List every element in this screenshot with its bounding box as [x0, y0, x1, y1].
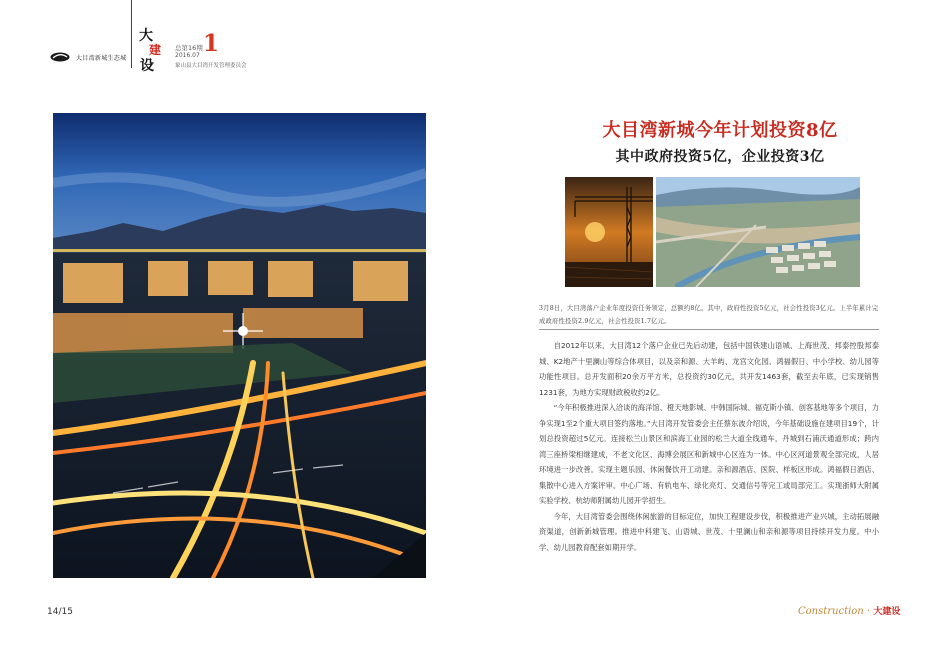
aerial-newtown-photo	[656, 177, 860, 287]
footer-brand-separator: ·	[866, 606, 871, 617]
body-paragraph: “今年积极推进深入洽谈的海洋馆、橙天地影城、中韩国际城、福克斯小镇、创客基地等多个项目，力争实现1至2个重大项目签约落地。”大目湾开发管委会主任蔡东波介绍说，今年基础设施在建项目19个，计划总投资超过5亿元。连接松兰山景区和滨海工业园的松兰大道全线通车，丹城到石浦沃通道形成；跨内湾三座桥梁相继建成，不老文化区、海博会展区和新城中心区连为一体。中心区河道景观全部完成，人居环境进一步改善。实现主题乐园、休闲餐饮开工动建。亲和源酒店、医院、样板区形成。鸿福假日酒店、集散中心进入方案评审。中心广场、有轨电车、绿化亮灯、交通信号等完工或局部完工。实现浙师大附属实验学校、杭幼师附属幼儿园开学招生。	[539, 403, 879, 505]
logo-mark-icon	[50, 52, 70, 62]
caption-divider	[539, 329, 879, 330]
photo-caption: 3月8日，大目湾落户企业年度投资任务领定，总额约8亿。其中，政府性投资5亿元，社会性投资3亿元。上半年累计完成政府性投资2.9亿元，社会性投资1.7亿元。	[539, 305, 879, 325]
header-divider	[131, 0, 132, 68]
svg-text:建: 建	[149, 43, 162, 57]
construction-crane-photo	[565, 177, 653, 287]
publication-logo	[50, 52, 126, 62]
publisher: 象山县大目湾开发管理委员会	[175, 63, 247, 69]
issue-total: 总第16期	[175, 44, 203, 52]
page-numbers: 14/15	[47, 607, 73, 617]
svg-text:大: 大	[139, 28, 153, 44]
footer-brand-cn: 大建设	[873, 607, 901, 617]
footer-brand-en: Construction	[798, 606, 864, 617]
article-subtitle: 其中政府投资5亿，企业投资3亿	[615, 149, 825, 165]
article-title: 大目湾新城今年计划投资8亿	[602, 120, 838, 141]
masthead-calligraphy	[137, 25, 171, 73]
footer-brand	[798, 604, 900, 617]
issue-number: 1	[203, 30, 220, 57]
issue-date: 2016.07	[175, 52, 200, 59]
hero-photo-city-night	[53, 113, 426, 578]
body-paragraph: 自2012年以来，大目湾12个落户企业已先后动建，包括中国铁建山语城、上海世茂、邦泰控股邦泰城、K2地产十里澜山等综合体项目，以及亲和源、大羊屿、龙宫文化园、鸿福假日、中小学校、幼儿园等功能性项目。总开发面积20余万平方米，总投资约30亿元，共开发1463套，截至去年底，已实现销售1231套，为地方实现财政税收约2亿。	[539, 341, 879, 397]
logo-text: 大目湾新城生态城	[76, 54, 127, 62]
article-body	[539, 338, 879, 555]
svg-text:设: 设	[140, 58, 154, 73]
body-paragraph: 今年，大目湾管委会围绕休闲旅游的目标定位，加快工程建设步伐，积极推进产业兴城，主动拓展融资渠道，创新新城管理。推进中科建飞、山语城、世茂、十里澜山和亲和源等项目持续开发力度。中小学、幼儿园教育配套如期开学。	[539, 511, 879, 552]
